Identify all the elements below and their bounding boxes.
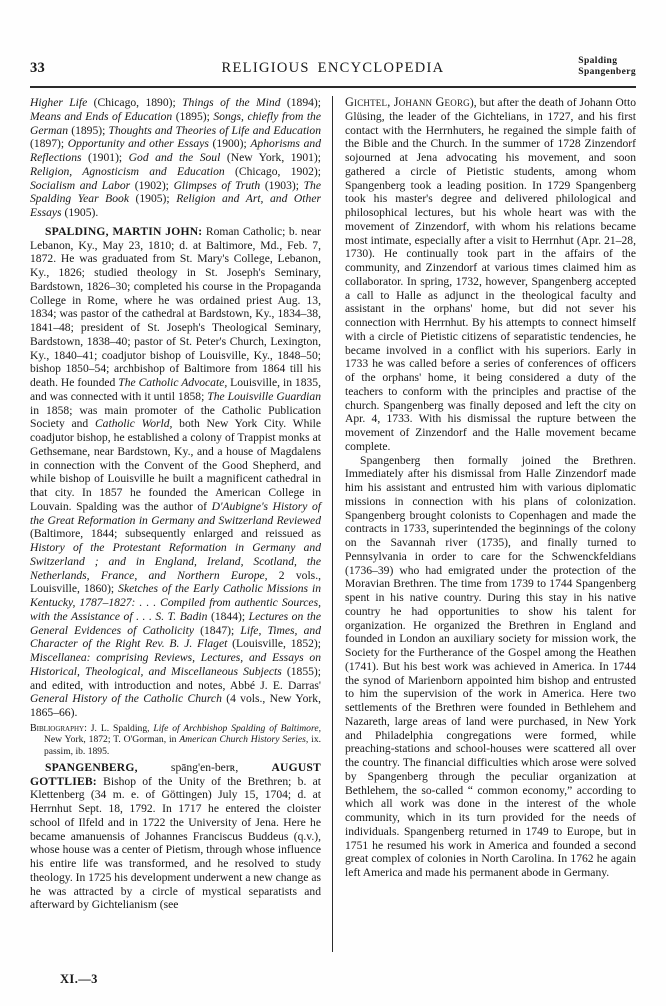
entry-body: (Louisville, 1852); <box>227 637 322 651</box>
entry-body: both New York City. While coadjutor bishop, he established a colony of Trappist monks at Gethsemane, near Bardstown, Ky., and a house of Magdalens in connection with the Convent of the Good Shepherd, and while bishop of Louisville he built a magnificent cathedral in that city. In 1857 he founded the American College in Louvain. Spalding was the author of <box>30 417 322 513</box>
entry-body: Roman Catholic; b. near Lebanon, Ky., May 23, 1810; d. at Baltimore, Md., Feb. 7, 1872. He was graduated from St. Mary's College, Lebanon, Ky., 1826; studied theology in St. Joseph's Seminary, Bardstown, 1826–30; completed his course in the Propaganda College in Rome, where he was ordained priest Aug. 13, 1834; was pastor of the cathedral at Bardstown, Ky., 1834–38, 1841–48; president of St. Joseph's Theological Seminary, Bardstown, 1838–40; pastor of St. Peter's Church, Lexington, Ky., 1840–41; coadjutor bishop of Louisville, Ky., 1848–50; bishop 1850–54; archbishop of Baltimore from 1864 till his death. He founded <box>30 224 321 389</box>
work-imprint: (1901); <box>81 151 129 164</box>
entry-pronunciation: spāng'en-berʀ, <box>137 760 272 774</box>
entry-spalding-jl-works <box>30 96 321 220</box>
work-imprint: (1894); <box>280 96 322 109</box>
work-title: Higher Life <box>30 96 88 109</box>
entry-headword-continued: AUGUST GOTTLIEB: <box>30 760 321 788</box>
entry-body: (1847); <box>193 623 241 637</box>
work-title: Opportunity and other Essays <box>67 137 209 151</box>
work-title: The Spalding Year Book <box>30 178 321 206</box>
work-title: Miscellanea: comprising Reviews, Lectures, and Essays on Historical, Theological, and Miscellaneous Subjects <box>30 651 321 678</box>
entry-spangenberg-continued <box>345 96 636 454</box>
work-title: Things of the Mind <box>182 96 281 109</box>
work-title: Socialism and Labor <box>30 178 131 192</box>
work-title: Catholic World, <box>94 417 173 431</box>
work-title: Sketches of the Early Catholic Missions in Kentucky, 1787–1827: . . . Compiled from authentic Sources, with the Assistance of . . . S. T. Badin <box>30 582 322 623</box>
column-divider-rule <box>332 96 333 952</box>
bibliography-note <box>30 723 321 757</box>
cross-reference[interactable]: Gichtel, Johann Georg <box>345 95 470 109</box>
bibliography-text: ix. passim, ib. 1895. <box>44 734 322 757</box>
work-title: The Louisville Guardian <box>207 389 322 403</box>
bibliography-text: J. L. Spalding, <box>86 722 154 734</box>
bibliography-text: New York, 1872; T. O'Gorman, in <box>44 734 180 746</box>
work-title: Aphorisms and Reflections <box>30 137 321 164</box>
work-imprint: (Chicago, 1902); <box>224 164 322 178</box>
work-title: Means and Ends of Education <box>30 109 173 123</box>
entry-body: 2 vols., Louisville, 1860); <box>30 568 321 596</box>
signature-mark: XI.—3 <box>60 972 98 986</box>
work-title: Lectures on the General Evidences of Catholicity <box>30 609 321 637</box>
work-imprint: (1905); <box>128 192 177 206</box>
left-column <box>30 96 321 912</box>
right-column <box>345 96 636 880</box>
entry-headword: SPALDING, MARTIN JOHN: <box>45 224 203 238</box>
work-title: Life, Times, and Character of the Right Rev. B. J. Flaget <box>30 623 321 651</box>
work-imprint: (1903); <box>260 178 304 192</box>
work-imprint: (New York, 1901); <box>220 151 322 164</box>
entry-body: (4 vols., New York, 1865–66). <box>30 692 321 719</box>
header-rule <box>30 86 636 88</box>
work-imprint: (Chicago, 1890); <box>87 96 183 109</box>
work-imprint: (1902); <box>130 178 174 192</box>
entry-body: Bishop of the Unity of the Brethren; b. at Klettenberg (34 m. e. of Göttingen) July 15, 1704; d. at Herrnhut Sept. 18, 1792. In 1717 he entered the cloister school of Ilfeld and in 1722 the University of Jena. Here he became amanuensis of Johannes Franciscus Buddeus (q.v.), whose house was a center of Pietism, through whose influence his entire life was transformed, and he resolved to study theology. In 1725 his development underwent a new change as he was attracted by a circle of mystical separatists and afterward by Gichtelianism (see <box>30 774 321 912</box>
work-title: Glimpses of Truth <box>173 178 261 192</box>
bibliography-label: Bibliography: <box>30 722 87 734</box>
guide-words <box>578 56 636 77</box>
entry-headword: SPANGENBERG, <box>45 760 138 774</box>
entry-body: Louisville, in 1835, and was connected with it until 1858; <box>30 376 321 403</box>
entry-spangenberg-paragraph-2: Spangenberg then formally joined the Brethren. Immediately after his dismissal from Halle Zinzendorf made him his assistant and entrusted him with various diplomatic missions in connection with his plans of colonization. Spangenberg brought colonists to Copenhagen and made the contracts in 1733, superintended the beginnings of the colony on the Savannah river (1735), and finally turned to Pennsylvania in order to care for the Schwenckfeldians (1736–39) who had emigrated under the protection of the Moravian Brethren. The time from 1739 to 1744 Spangenberg spent in his native country. During this stay in his native country he had opportunities to show his talent for organization. He organized the Brethren in England and founded in London an auxiliary society for mission work, the Society for the Furtherance of the Gospel among the Heathen (1741). But his best work was achieved in America. In 1744 the synod of Marienborn appointed him bishop and entrusted to him the supervision of the work in America. Here two settlements of the Brethren were founded in Bethlehem and Nazareth, large areas of land were purchased, in New York and Philadelphia congregations were formed, while preaching-stations and school-houses were scattered all over the country. The financial difficulties which arose were solved by Spangenberg through the peculiar organization at Bethlehem, the so-called “ common economy,” according to which all work was done in the interest of the whole community, which in its turn provided for the needs of individuals. Spangenberg returned in 1749 to Europe, but in 1751 he resumed his work in America and founded a second great complex of colonies in North Carolina. In 1762 he again left America and made his permanent abode in Germany. <box>345 453 636 879</box>
entry-body: (Baltimore, 1844; subsequently enlarged and reissued as <box>30 527 321 541</box>
work-imprint: (1895); <box>68 123 109 137</box>
entry-body: in 1858; was main promoter of the Catholic Publication Society and <box>30 403 321 431</box>
entry-spalding-martin-john <box>30 225 321 720</box>
work-title: The Catholic Advocate, <box>118 376 228 389</box>
guide-word-first: Spalding <box>578 56 618 66</box>
bibliography-title: American Church History Series, <box>179 734 309 746</box>
work-title: Religion, Agnosticism and Education <box>30 164 225 178</box>
entry-spangenberg <box>30 761 321 912</box>
running-title: RELIGIOUS ENCYCLOPEDIA <box>221 60 445 76</box>
bibliography-title: Life of Archbishop Spalding of Baltimore, <box>153 722 322 734</box>
entry-body: ), but after the death of Johann Otto Glüsing, the leader of the Gichtelians, in 1727, and his first contact with the Herrnhuters, he regained the simple faith of the Bible and the Church. In the summer of 1728 Zinzendorf sojourned at Jena advocating his movement, and soon gathered a circle of Pietistic students, among whom Spangenberg took a leading position. In 1729 Spangenberg took his master's degree and delivered philological and philosophical lectures, but his whole heart was with the movement of Zinzendorf, with whom his relations became most intimate, especially after a visit to Herrnhut (Apr. 21–28, 1730). He continually took part in the affairs of the community, and Zinzendorf at various times claimed him as collaborator. In spring, 1732, however, Spangenberg accepted a call to Halle as adjunct in the theological faculty and assistant in the orphans' home, but did not sever his connection with Herrnhut. By his attempts to connect himself with a circle of Pietistic citizens of separatistic tendencies, he became involved in a conflict with his superiors. Early in 1733 he was called before a series of conferences of officers of the orphans' home, it being considered a duty of the teachers to conform with the principles and practise of the church. Spangenberg was finally deposed and left the city on Apr. 4, 1733. With his dismissal the rupture between the movement of Zinzendorf and the Halle movement became complete. <box>345 96 637 453</box>
work-imprint: (1905). <box>61 206 99 219</box>
work-title: Thoughts and Theories of Life and Education <box>108 123 321 137</box>
work-title: Songs, chiefly from the German <box>30 109 321 137</box>
work-imprint: (1900); <box>208 137 251 151</box>
work-title: D'Aubigne's History of the Great Reformation in Germany and Switzerland Reviewed <box>30 499 321 527</box>
work-title: History of the Protestant Reformation in Germany and Switzerland ; and in England, Ireland, Scotland, the Netherlands, France, and Northern Europe, <box>30 541 321 582</box>
work-title: General History of the Catholic Church <box>30 692 222 706</box>
guide-word-last: Spangenberg <box>578 66 636 77</box>
work-title: Religion and Art, and Other Essays <box>30 192 321 219</box>
entry-body: (1855); and edited, with introduction and notes, Abbé J. E. Darras' <box>30 664 321 692</box>
running-head <box>30 56 636 86</box>
work-title: God and the Soul <box>128 151 221 164</box>
page-number: 33 <box>30 60 46 76</box>
work-imprint: (1897); <box>30 137 68 151</box>
work-imprint: (1895); <box>172 109 214 123</box>
entry-body: (1844); <box>207 609 249 623</box>
